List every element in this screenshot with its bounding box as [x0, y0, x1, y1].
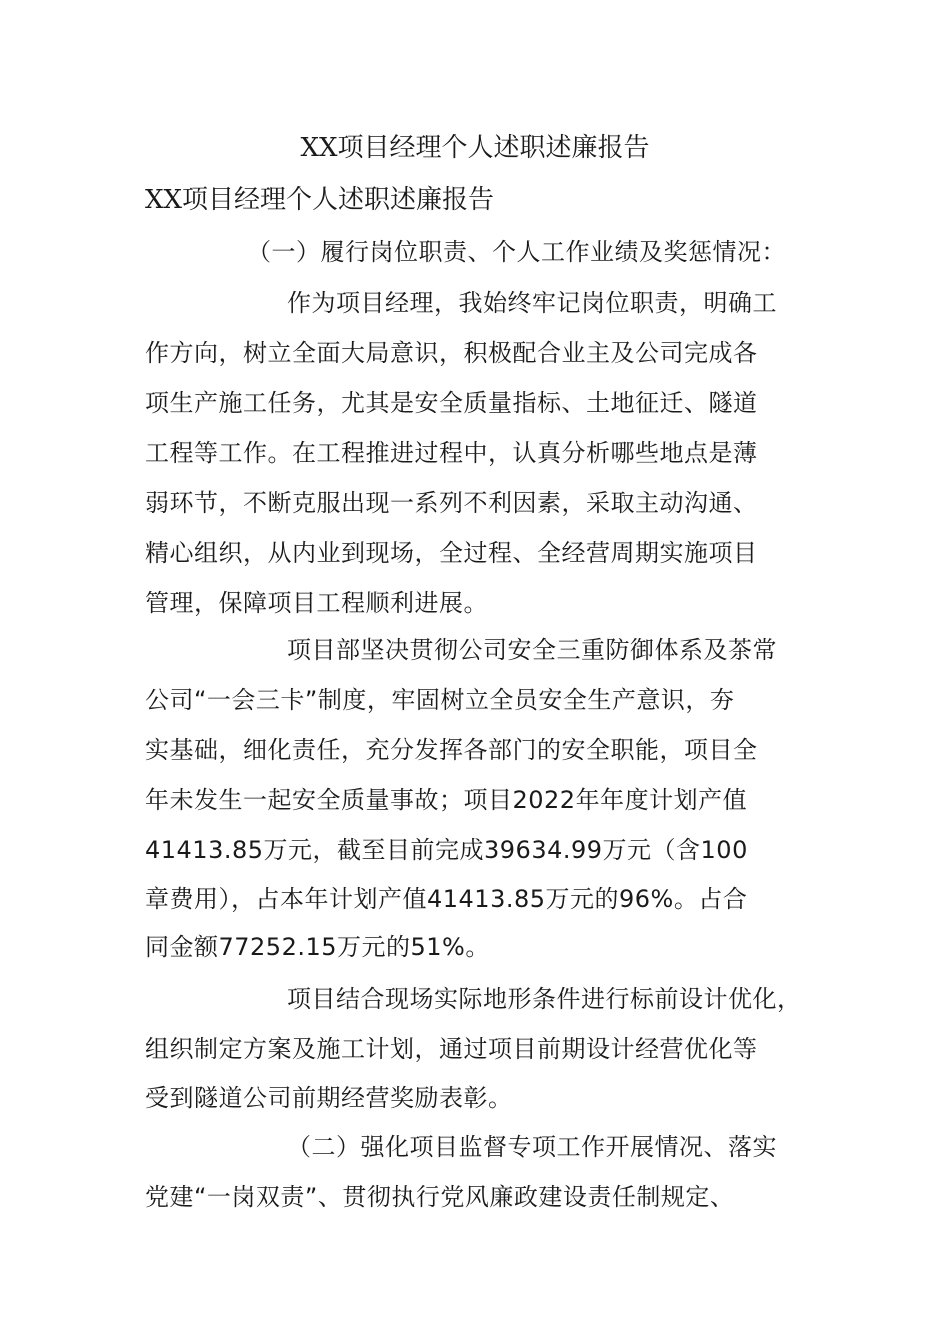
paragraph-line: 实基础，细化责任，充分发挥各部门的安全职能，项目全: [145, 736, 758, 764]
section-heading: （二）强化项目监督专项工作开展情况、落实: [287, 1133, 777, 1161]
document-title: XX项目经理个人述职述廉报告: [300, 133, 650, 163]
paragraph-line: 章费用），占本年计划产值41413.85万元的96%。占合: [145, 885, 748, 913]
document-subtitle: XX项目经理个人述职述廉报告: [145, 185, 495, 215]
paragraph-line: 41413.85万元，截至目前完成39634.99万元（含100: [145, 836, 748, 864]
section-heading: 党建“一岗双责”、贯彻执行党风廉政建设责任制规定、: [145, 1183, 735, 1211]
paragraph-line: 同金额77252.15万元的51%。: [145, 933, 490, 961]
paragraph-line: 项生产施工任务，尤其是安全质量指标、土地征迁、隧道: [145, 389, 758, 417]
paragraph-line: 精心组织，从内业到现场，全过程、全经营周期实施项目: [145, 539, 758, 567]
section-heading: （一）履行岗位职责、个人工作业绩及奖惩情况：: [247, 238, 786, 266]
paragraph-line: 公司“一会三卡”制度，牢固树立全员安全生产意识，夯: [145, 686, 735, 714]
paragraph-line: 受到隧道公司前期经营奖励表彰。: [145, 1084, 513, 1112]
paragraph-line: 弱环节，不断克服出现一系列不利因素，采取主动沟通、: [145, 489, 758, 517]
paragraph-line: 管理，保障项目工程顺利进展。: [145, 589, 488, 617]
paragraph-line: 作方向，树立全面大局意识，积极配合业主及公司完成各: [145, 339, 758, 367]
paragraph-line: 项目结合现场实际地形条件进行标前设计优化，: [287, 985, 802, 1013]
paragraph-line: 项目部坚决贯彻公司安全三重防御体系及茶常: [287, 636, 777, 664]
paragraph-line: 工程等工作。在工程推进过程中，认真分析哪些地点是薄: [145, 439, 758, 467]
paragraph-line: 组织制定方案及施工计划，通过项目前期设计经营优化等: [145, 1035, 758, 1063]
paragraph-line: 作为项目经理，我始终牢记岗位职责，明确工: [287, 289, 777, 317]
paragraph-line: 年未发生一起安全质量事故；项目2022年年度计划产值: [145, 786, 748, 814]
